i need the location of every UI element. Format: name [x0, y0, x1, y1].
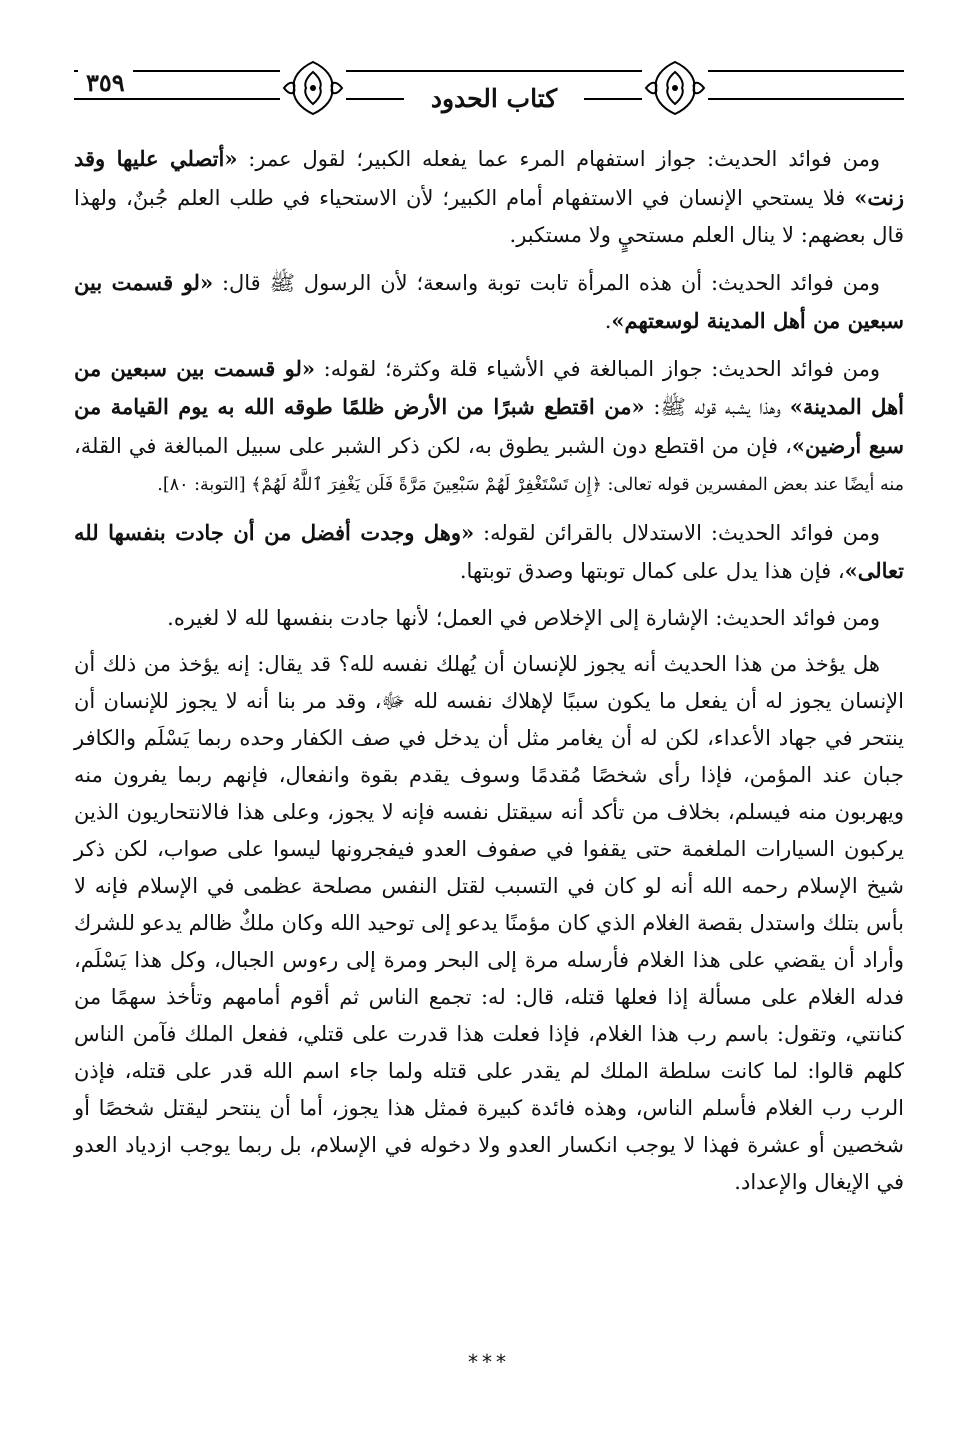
paragraph-text: ، فإن من اقتطع دون الشبر يطوق به، لكن ذكر الشبر على سبيل المبالغة في القلة،: [74, 433, 792, 458]
paragraph: [74, 264, 904, 341]
paragraph-text: .: [604, 309, 612, 333]
paragraph-text: ومن فوائد الحديث: جواز استفهام المرء عما يفعله الكبير؛ لقول عمر:: [237, 147, 880, 171]
header-top-rule: [74, 70, 904, 72]
paragraph: [74, 350, 904, 505]
page-number: ٣٥٩: [78, 68, 133, 98]
quran-verse: ﴿إِن تَسْتَغْفِرْ لَهُمْ سَبْعِينَ مَرَّةً فَلَن يَغْفِرَ ٱللَّهُ لَهُمْ﴾ [التوبة: ٨٠].: [157, 475, 602, 495]
ornament-icon: [280, 58, 346, 118]
paragraph-text: ومن فوائد الحديث: أن هذه المرأة تابت توبة واسعة؛ لأن الرسول ﷺ قال:: [213, 270, 880, 295]
section-end-mark: ***: [468, 1350, 510, 1374]
paragraph-text: وهذا يشبه قوله ﷺ:: [644, 395, 790, 419]
running-title: كتاب الحدود: [404, 80, 584, 118]
paragraph-text: منه أيضًا عند بعض المفسرين قوله تعالى:: [601, 475, 904, 495]
paragraph-text: فلا يستحي الإنسان في الاستفهام أمام الكبير؛ لأن الاستحياء في طلب العلم جُبنٌ، ولهذا قال بعضهم: لا ينال العلم مستحيٍ ولا مستكبر.: [74, 185, 904, 247]
paragraph-text: ، فإن هذا يدل على كمال توبتها وصدق توبتها.: [459, 559, 845, 583]
page-header: [74, 58, 904, 128]
paragraph-text: ومن فوائد الحديث: الاستدلال بالقرائن لقوله:: [474, 520, 880, 545]
paragraph: [74, 514, 904, 591]
paragraph: [74, 140, 904, 255]
hadith-quote: «وهل وجدت أفضل من أن جادت بنفسها لله تعالى»: [74, 519, 904, 583]
paragraph: هل يؤخذ من هذا الحديث أنه يجوز للإنسان أن يُهلك نفسه لله؟ قد يقال: إنه يؤخذ من ذلك أن الإنسان يجوز له أن يفعل ما يكون سببًا لإهلاك نفسه لله ﷻ، وقد مر بنا أنه لا يجوز للإنسان أن ينتحر في جهاد الأعداء، لكن له أن يغامر مثل أن يدخل في صف الكفار وحده ربما يَسْلَم والكافر جبان عند المؤمن، فإذا رأى شخصًا مُقدمًا وسوف يقدم بقوة وانفعال، فإنهم ربما يفرون منه ويهربون منه فيسلم، بخلاف من تأكد أنه سيقتل نفسه فإنه لا يجوز، وعلى هذا فالانتحاريون الذين يركبون السيارات الملغمة حتى يقفوا في صفوف العدو فيفجرونها ليسوا على صواب، لكن ذكر شيخ الإسلام رحمه الله أنه لو كان في التسبب لقتل النفس مصلحة عظمى في الإسلام فإنه لا بأس بتلك واستدل بقصة الغلام الذي كان مؤمنًا يدعو إلى توحيد الله وكان ملكٌ ظالم يدعو للشرك وأراد أن يقضي على هذا الغلام فأرسله مرة إلى البحر ومرة إلى رءوس الجبال، وكل هذا يَسْلَم، فدله الغلام على مسألة إذا فعلها قتله، قال: له: تجمع الناس ثم أقوم أمامهم وتأخذ سهمًا من كنانتي، وتقول: باسم رب هذا الغلام، فإذا فعلت هذا قدرت على قتلي، ففعل الملك فآمن الناس كلهم قالوا: لما كانت سلطة الملك لم يقدر على قتله ولما جاء اسم الله قدر على قتله، فإذن الرب رب الغلام فأسلم الناس، وهذه فائدة كبيرة فمثل هذا يجوز، أما أن ينتحر ليقتل شخصًا أو شخصين أو عشرة فهذا لا يوجب انكسار العدو ولا دخوله في الإسلام، بل ربما يوجب ازدياد العدو في الإيغال والإعداد.: [74, 652, 904, 1194]
page-body: [74, 140, 904, 1210]
hadith-quote: «أتصلي عليها وقد زنت»: [74, 146, 904, 210]
hadith-quote: «لو قسمت بين سبعين من أهل المدينة»: [74, 355, 904, 419]
hadith-quote: «من اقتطع شبرًا من الأرض ظلمًا طوقه الله به يوم القيامة من سبع أرضين»: [74, 394, 904, 458]
paragraph-text: ومن فوائد الحديث: جواز المبالغة في الأشياء قلة وكثرة؛ لقوله:: [314, 356, 880, 381]
hadith-quote: «لو قسمت بين سبعين من أهل المدينة لوسعتهم»: [74, 269, 904, 333]
paragraph: ومن فوائد الحديث: الإشارة إلى الإخلاص في العمل؛ لأنها جادت بنفسها لله لا لغيره.: [167, 605, 880, 630]
ornament-icon: [642, 58, 708, 118]
